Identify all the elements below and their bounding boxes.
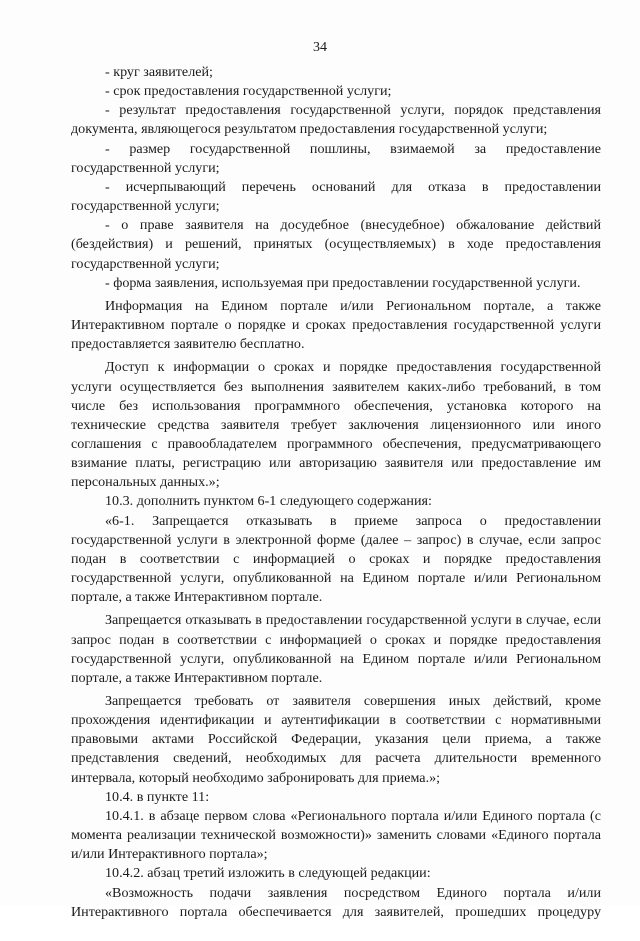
paragraph-10-3: 10.3. дополнить пунктом 6-1 следующего содержания: <box>105 493 432 510</box>
page-number: 34 <box>313 40 327 55</box>
paragraph-extra-actions-prohibited: Запрещается требовать от заявителя совершения иных действий, кроме прохождения идентификации и аутентификации в соответствии с нормативными правовыми актами Российской Федерации, указания цели приема, а также представления сведений, необходимых для расчета длительности временного интервала, который необходимо забронировать для приема.»; <box>71 693 601 786</box>
paragraph-refusal-prohibited: Запрещается отказывать в предоставлении государственной услуги в случае, если запрос подан в соответствии с информацией о сроках и порядке предоставления государственной услуги, опубликованной на Едином портале и/или Региональном портале, а также Интерактивном портале. <box>71 612 601 686</box>
list-item-applicants: - круг заявителей; <box>105 64 213 80</box>
list-item-state-fee: - размер государственной пошлины, взимаемой за предоставление государственной услуги; <box>71 140 601 176</box>
paragraph-6-1: «6-1. Запрещается отказывать в приеме запроса о предоставлении государственной услуги в электронной форме (далее – запрос) в случае, если запрос подан в соответствии с информацией о сроках и порядке предоставления государственной услуги, опубликованной на Едином портале и/или Региональном портале, а также Интерактивном портале. <box>71 512 601 606</box>
list-item-refusal-grounds: - исчерпывающий перечень оснований для отказа в предоставлении государственной услуги; <box>71 178 601 215</box>
paragraph-10-4-1: 10.4.1. в абзаце первом слова «Регионального портала и/или Единого портала (с момента реализации технической возможности)» заменить словами «Единого портала и/или Интерактивного портала»; <box>71 807 601 863</box>
list-item-appeal-right: - о праве заявителя на досудебное (внесудебное) обжалование действий (бездействия) и решений, принятых (осуществляемых) в ходе предоставления государственной услуги; <box>71 217 601 272</box>
list-item-service-result: - результат предоставления государственной услуги, порядок представления документа, являющегося результатом предоставления государственной услуги; <box>71 102 601 138</box>
paragraph-info-access: Доступ к информации о сроках и порядке предоставления государственной услуги осуществляется без выполнения заявителем каких-либо требований, в том числе без использования программного обеспечения, установка которого на технические средства заявителя требует заключения лицензионного или иного соглашения с правообладателем программного обеспечения, предусматривающего взимание платы, регистрацию или авторизацию заявителя или предоставление им персональных данных.»; <box>71 359 601 491</box>
paragraph-10-4-2: 10.4.2. абзац третий изложить в следующей редакции: <box>105 865 431 882</box>
list-item-service-term: - срок предоставления государственной услуги; <box>105 83 392 100</box>
list-item-application-form: - форма заявления, используемая при предоставлении государственной услуги. <box>105 274 581 291</box>
paragraph-info-free: Информация на Едином портале и/или Региональном портале, а также Интерактивном портале о порядке и сроках предоставления государственной услуги предоставляется заявителю бесплатно. <box>71 297 601 353</box>
paragraph-submission-possibility: «Возможность подачи заявления посредством Единого портала и/или Интерактивного портала обеспечивается для заявителей, прошедших процедуру <box>71 884 601 920</box>
paragraph-10-4: 10.4. в пункте 11: <box>105 788 210 805</box>
document-body <box>71 63 601 941</box>
